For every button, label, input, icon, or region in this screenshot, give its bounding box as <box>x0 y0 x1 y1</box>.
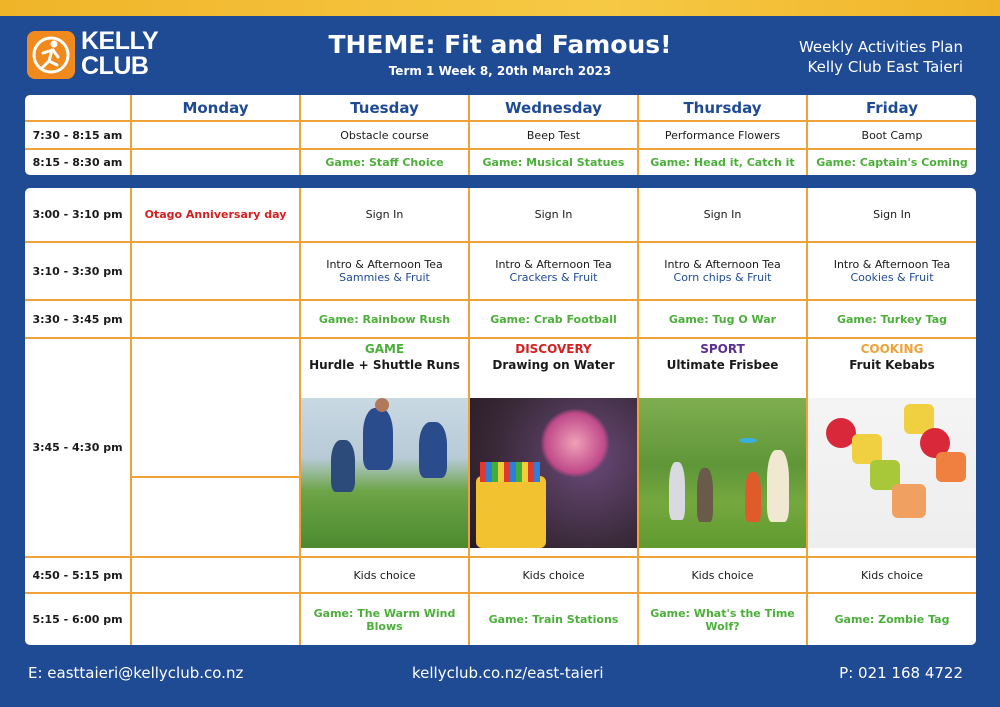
page-subtitle: Term 1 Week 8, 20th March 2023 <box>388 64 612 78</box>
running-kids-photo <box>301 398 468 548</box>
game-cell: Game: Train Stations <box>469 593 638 645</box>
time-slot: 3:00 - 3:10 pm <box>25 188 131 242</box>
activity-name: Ultimate Frisbee <box>666 358 779 372</box>
game-cell: Game: Musical Statues <box>469 149 638 175</box>
table-row <box>25 338 976 557</box>
day-header: Thursday <box>638 95 807 121</box>
day-header: Tuesday <box>300 95 469 121</box>
activity-category: DISCOVERY <box>515 342 592 356</box>
tea-line: Intro & Afternoon Tea <box>495 258 612 271</box>
afternoon-tea-cell <box>300 242 469 300</box>
food-line: Corn chips & Fruit <box>673 271 772 284</box>
activity-cell <box>131 242 300 300</box>
footer-email[interactable]: E: easttaieri@kellyclub.co.nz <box>28 664 244 682</box>
time-slot: 7:30 - 8:15 am <box>25 121 131 149</box>
frisbee-kids-photo <box>639 398 806 548</box>
table-row <box>25 557 976 593</box>
activity-cell <box>131 593 300 645</box>
game-cell: Game: Tug O War <box>638 300 807 338</box>
plan-label <box>799 37 963 77</box>
activity-cell <box>807 338 976 557</box>
activity-name: Fruit Kebabs <box>849 358 935 372</box>
activity-cell <box>300 338 469 557</box>
game-cell: Game: The Warm Wind Blows <box>300 593 469 645</box>
activity-cell <box>131 121 300 149</box>
time-slot: 5:15 - 6:00 pm <box>25 593 131 645</box>
food-line: Crackers & Fruit <box>509 271 598 284</box>
table-row <box>25 188 976 242</box>
time-slot: 3:30 - 3:45 pm <box>25 300 131 338</box>
activity-name: Hurdle + Shuttle Runs <box>309 358 460 372</box>
activity-cell: Sign In <box>469 188 638 242</box>
afternoon-tea-cell <box>638 242 807 300</box>
activity-cell <box>469 338 638 557</box>
table-row <box>25 242 976 300</box>
activity-cell <box>131 557 300 593</box>
activity-cell <box>131 300 300 338</box>
game-cell: Game: Staff Choice <box>300 149 469 175</box>
game-cell: Game: Rainbow Rush <box>300 300 469 338</box>
food-line: Cookies & Fruit <box>850 271 934 284</box>
day-header: Monday <box>131 95 300 121</box>
activity-cell: Obstacle course <box>300 121 469 149</box>
crayons-photo <box>470 398 637 548</box>
game-cell: Game: Zombie Tag <box>834 613 950 626</box>
activity-cell: Kids choice <box>807 557 976 593</box>
activity-cell: Sign In <box>638 188 807 242</box>
kelly-club-logo-text: KELLY CLUB <box>81 27 159 80</box>
afternoon-tea-cell <box>807 242 976 300</box>
time-slot: 3:45 - 4:30 pm <box>25 338 131 557</box>
tea-line: Intro & Afternoon Tea <box>326 258 443 271</box>
table-row <box>25 121 976 149</box>
table-row <box>25 300 976 338</box>
game-cell: Game: Head it, Catch it <box>638 149 807 175</box>
activity-category: SPORT <box>700 342 745 356</box>
game-cell: Game: Turkey Tag <box>807 300 976 338</box>
fruit-kebabs-photo <box>808 398 976 548</box>
afternoon-schedule <box>25 188 976 645</box>
activity-cell <box>638 338 807 557</box>
tea-line: Intro & Afternoon Tea <box>664 258 781 271</box>
kelly-club-logo-icon <box>27 31 75 79</box>
afternoon-tea-cell <box>469 242 638 300</box>
activity-category: GAME <box>364 342 405 356</box>
day-header: Friday <box>807 95 976 121</box>
time-slot: 3:10 - 3:30 pm <box>25 242 131 300</box>
corner-cell <box>25 95 131 121</box>
page-title: THEME: Fit and Famous! <box>328 30 672 59</box>
top-stripe <box>0 0 1000 16</box>
activity-cell: Boot Camp <box>807 121 976 149</box>
footer-website[interactable]: kellyclub.co.nz/east-taieri <box>412 664 604 682</box>
morning-schedule <box>25 95 976 175</box>
activity-cell: Kids choice <box>300 557 469 593</box>
game-cell: Game: What's the Time Wolf? <box>638 593 807 645</box>
food-line: Sammies & Fruit <box>339 271 430 284</box>
monday-activity-cell <box>131 338 300 557</box>
table-row <box>25 149 976 175</box>
game-cell: Game: Captain's Coming <box>816 156 968 169</box>
table-row <box>25 593 976 645</box>
activity-cell: Beep Test <box>469 121 638 149</box>
activity-name: Drawing on Water <box>492 358 615 372</box>
activity-category: COOKING <box>860 342 924 356</box>
holiday-cell: Otago Anniversary day <box>131 188 300 242</box>
plan-line-1: Weekly Activities Plan <box>798 38 963 56</box>
footer-phone: P: 021 168 4722 <box>839 664 963 682</box>
game-cell: Game: Crab Football <box>469 300 638 338</box>
tea-line: Intro & Afternoon Tea <box>833 258 951 271</box>
time-slot: 8:15 - 8:30 am <box>25 149 131 175</box>
time-slot: 4:50 - 5:15 pm <box>25 557 131 593</box>
activity-cell: Sign In <box>807 188 976 242</box>
plan-line-2: Kelly Club East Taieri <box>807 58 963 76</box>
activity-cell: Kids choice <box>638 557 807 593</box>
activity-cell: Performance Flowers <box>638 121 807 149</box>
kelly-club-logo <box>27 27 159 81</box>
activity-cell: Kids choice <box>469 557 638 593</box>
day-header: Wednesday <box>469 95 638 121</box>
activity-cell: Sign In <box>300 188 469 242</box>
day-header-row <box>25 95 976 121</box>
empty-slot <box>132 339 299 478</box>
game-cell <box>131 149 300 175</box>
